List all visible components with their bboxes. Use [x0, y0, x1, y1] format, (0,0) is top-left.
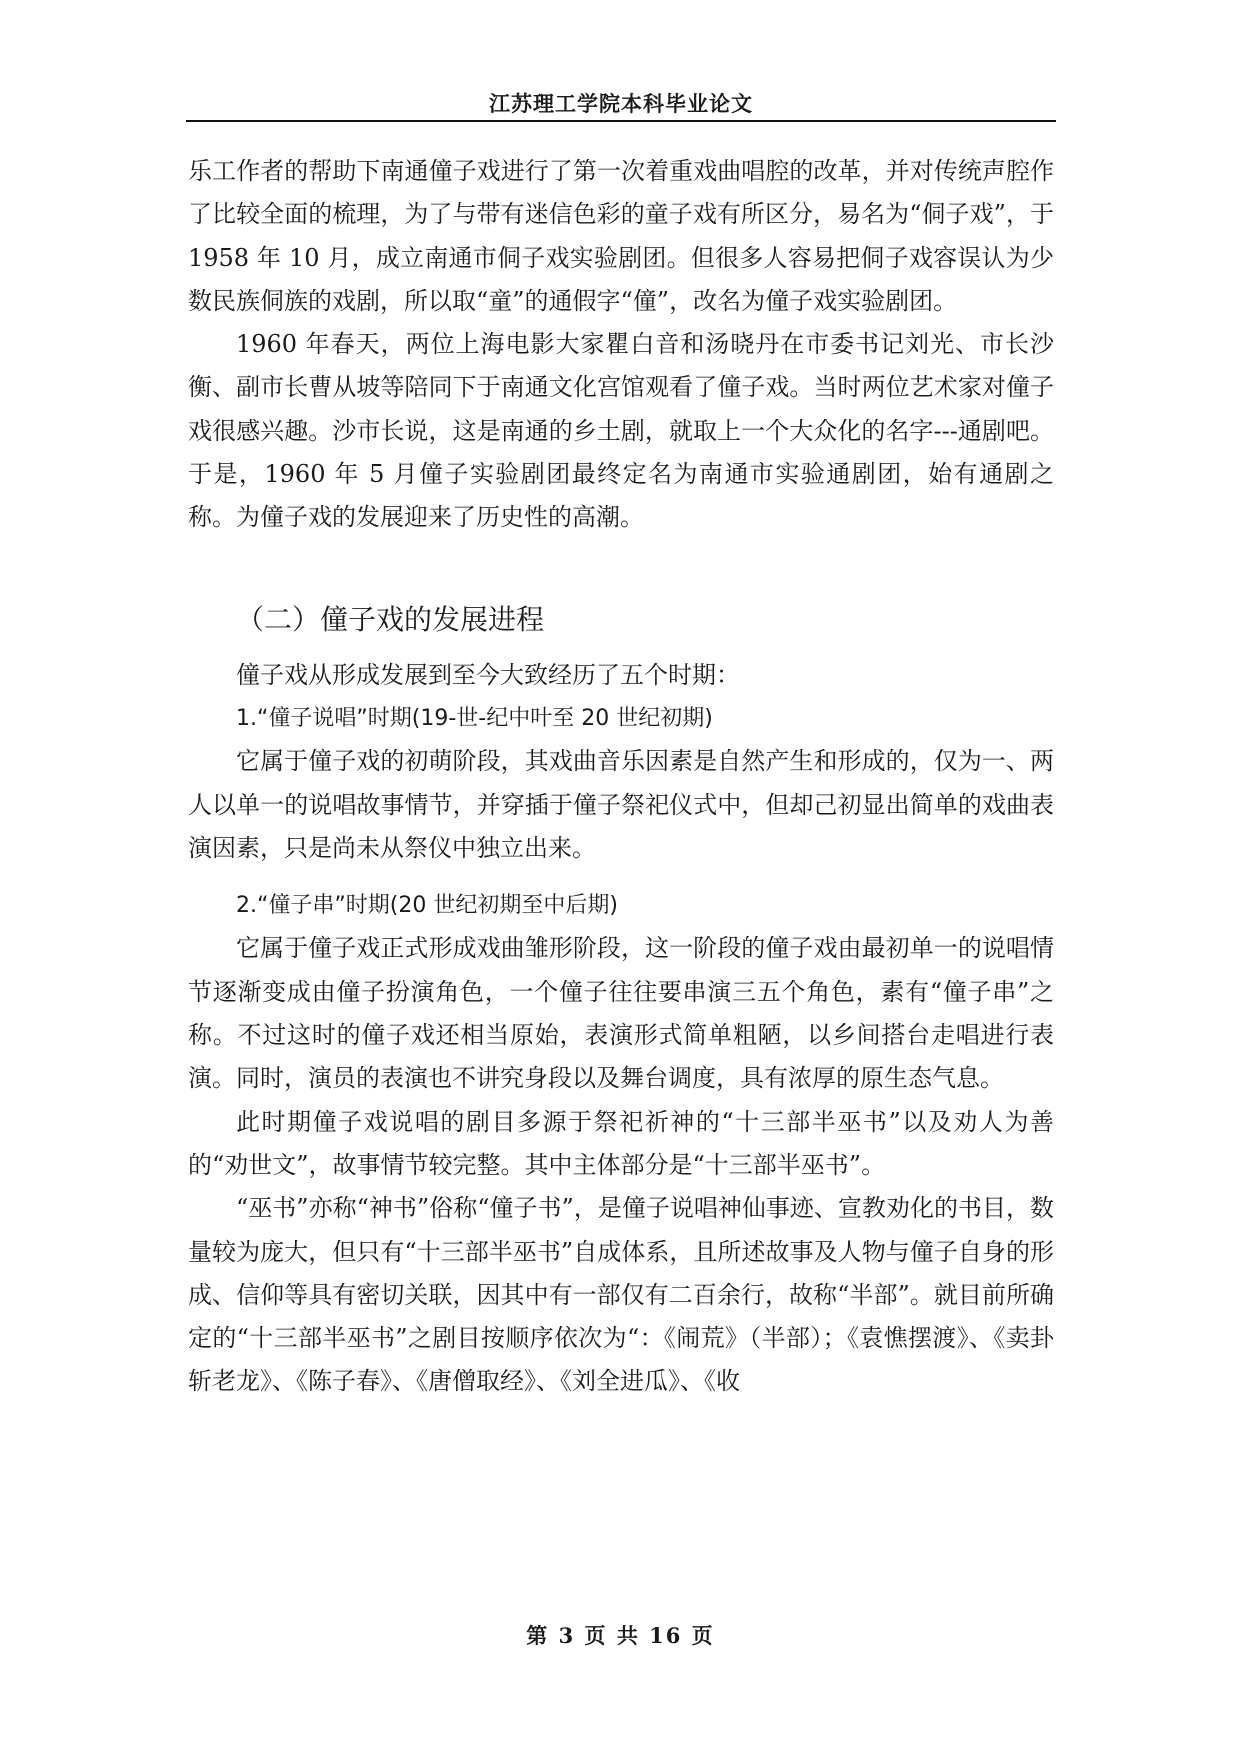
period-2-heading: 2.“僮子串”时期(20 世纪初期至中后期)	[236, 893, 618, 919]
paragraph-1960: 1960 年春天，两位上海电影大家瞿白音和汤晓丹在市委书记刘光、市长沙衡、副市长曹从坡等陪同下于南通文化宫馆观看了僮子戏。当时两位艺术家对僮子戏很感兴趣。沙市长说，这是南通的乡土剧，就取上一个大众化的名字---通剧吧。于是，1960 年 5 月僮子实验剧团最终定名为南通市实验通剧团，始有通剧之称。为僮子戏的发展迎来了历史性的高潮。	[188, 330, 1054, 532]
section-heading: （二）僮子戏的发展进程	[236, 602, 545, 636]
header-rule	[186, 120, 1056, 122]
running-header: 江苏理工学院本科毕业论文	[489, 92, 753, 116]
section-intro: 僮子戏从形成发展到至今大致经历了五个时期：	[236, 660, 740, 689]
period-2-text-2: 此时期僮子戏说唱的剧目多源于祭祀祈神的“十三部半巫书”以及劝人为善的“劝世文”，故事情节较完整。其中主体部分是“十三部半巫书”。	[188, 1107, 1054, 1179]
period-2-text-3: “巫书”亦称“神书”俗称“僮子书”，是僮子说唱神仙事迹、宣教劝化的书目，数量较为庞大，但只有“十三部半巫书”自成体系，且所述故事及人物与僮子自身的形成、信仰等具有密切关联，因其中有一部仅有二百余行，故称“半部”。就目前所确定的“十三部半巫书”之剧目按顺序依次为“：《闹荒》（半部）；《袁憔摆渡》、《卖卦斩老龙》、《陈子春》、《唐僧取经》、《刘全进瓜》、《收	[188, 1194, 1054, 1396]
period-1-heading: 1.“僮子说唱”时期(19-世-纪中叶至 20 世纪初期)	[236, 705, 713, 731]
period-1-text: 它属于僮子戏的初萌阶段，其戏曲音乐因素是自然产生和形成的，仅为一、两人以单一的说唱故事情节，并穿插于僮子祭祀仪式中，但却己初显出简单的戏曲表演因素，只是尚未从祭仪中独立出来。	[188, 747, 1054, 862]
page-number: 第 3 页 共 16 页	[526, 1623, 715, 1648]
period-2-text-1: 它属于僮子戏正式形成戏曲雏形阶段，这一阶段的僮子戏由最初单一的说唱情节逐渐变成由僮子扮演角色，一个僮子往往要串演三五个角色，素有“僮子串”之称。不过这时的僮子戏还相当原始，表演形式简单粗陋，以乡间搭台走唱进行表演。同时，演员的表演也不讲究身段以及舞台调度，具有浓厚的原生态气息。	[188, 934, 1054, 1093]
body-text	[188, 150, 1054, 1404]
paragraph-continued: 乐工作者的帮助下南通僮子戏进行了第一次着重戏曲唱腔的改革，并对传统声腔作了比较全面的梳理，为了与带有迷信色彩的童子戏有所区分，易名为“侗子戏”，于 1958 年 10 月，成立南通市侗子戏实验剧团。但很多人容易把侗子戏容误认为少数民族侗族的戏剧，所以取“童”的通假字“僮”，改名为僮子戏实验剧团。	[188, 157, 1054, 315]
